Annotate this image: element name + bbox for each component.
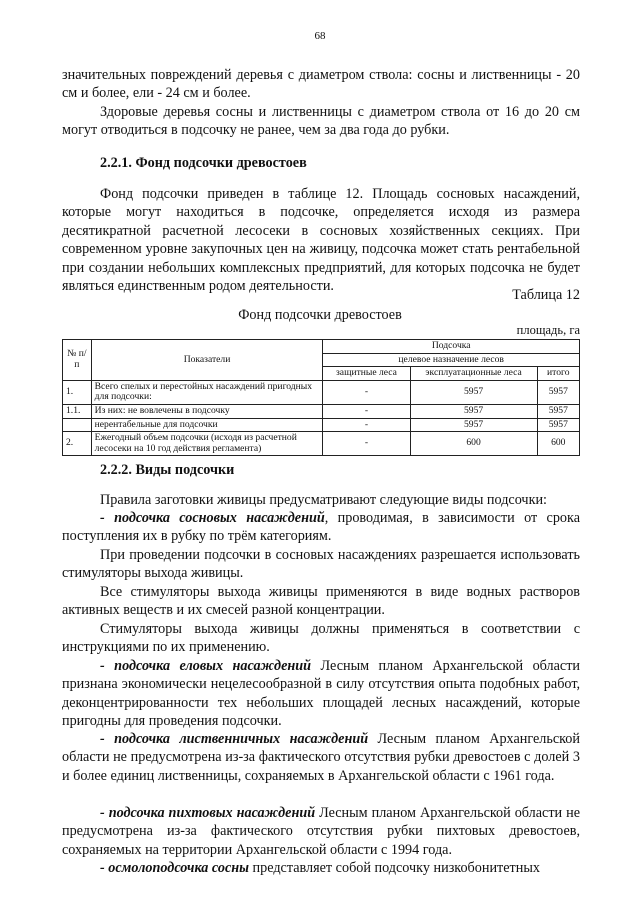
header-subgroup: целевое назначение лесов [323,353,580,367]
cell-indicator: нерентабельные для подсочки [91,418,323,432]
section-heading-fund: 2.2.1. Фонд подсочки древостоев [100,155,307,171]
cell-indicator: Ежегодный объем подсочки (исходя из расчетной лесосеки на 10 год действия регламента) [91,432,323,456]
cell-protective: - [323,432,410,456]
term-fir-tapping: - подсочка пихтовых насаждений [100,805,316,821]
paragraph-spruce-tapping [62,657,580,731]
table-row [63,380,580,404]
text-pine-tapping: , проводимая, в зависимости от срока поступления их в рубку по трём категориям. [62,510,581,545]
section-heading-types: 2.2.2. Виды подсочки [100,462,235,478]
paragraph-continued: значительных повреждений деревья с диаметром ствола: сосны и лиственницы - 20 см и более, ели - 24 см и более. [62,67,580,102]
term-pine-tapping: - подсочка сосновых насаждений [100,510,325,526]
table-row [63,418,580,432]
table-unit: площадь, га [516,323,580,337]
cell-no: 1.1. [63,404,92,418]
term-spruce-tapping: - подсочка еловых насаждений [100,658,312,674]
table-row [63,404,580,418]
paragraph-resin-tapping [62,859,580,877]
cell-total: 600 [537,432,579,456]
table-row [63,432,580,456]
page-number: 68 [314,30,326,42]
cell-protective: - [323,418,410,432]
paragraph-stimulators: При проведении подсочки в сосновых насаждениях разрешается использовать стимуляторы выхода живицы. [62,547,580,582]
cell-exploitation: 5957 [410,404,537,418]
header-indicators: Показатели [91,340,323,381]
cell-total: 5957 [537,404,579,418]
header-group: Подсочка [323,340,580,354]
header-exploitation: эксплуатационные леса [410,367,537,381]
paragraph-healthy-trees: Здоровые деревья сосны и лиственницы с диаметром ствола от 16 до 20 см могут отводиться в подсочку не ранее, чем за два года до рубки. [62,104,580,139]
cell-exploitation: 600 [410,432,537,456]
term-resin-tapping: - осмолоподсочка сосны [100,860,249,876]
cell-exploitation: 5957 [410,418,537,432]
paragraph-fund: Фонд подсочки приведен в таблице 12. Площадь сосновых насаждений, которые могут находиться в подсочке, определяется исходя из размера десятикратной расчетной лесосеки в сосновых хозяйственных секциях. При современном уровне закупочных цен на живицу, подсочка может стать рентабельной при создании небольших комплексных предприятий, для которых подсочка не будет являться единственным родом деятельности. [62,186,580,295]
table-label: Таблица 12 [512,287,580,303]
paragraph-instructions: Стимуляторы выхода живицы должны применяться в соответствии с инструкциями по их применению. [62,621,580,656]
text-spruce-tapping: Лесным планом Архангельской области признана экономически нецелесообразной в силу отсутствия опыта подобных работ, деконцентрированности тех небольших площадей лесных насаждений, которые пригодны для проведения подсочки. [62,658,581,730]
fund-table [62,339,580,456]
cell-protective: - [323,380,410,404]
cell-no: 2. [63,432,92,456]
cell-indicator: Из них: не вовлечены в подсочку [91,404,323,418]
cell-exploitation: 5957 [410,380,537,404]
text-fir-tapping: Лесным планом Архангельской области не предусмотрена из-за фактического отсутствия рубки пихтовых древостоев, сохраняемых на территории Архангельской области с 1994 года. [62,805,580,858]
text-resin-tapping: представляет собой подсочку низкобонитетных [248,860,540,876]
text-larch-tapping: Лесным планом Архангельской области не предусмотрена из-за фактического отсутствия рубки древостоев с долей 3 и более единиц лиственницы, сохраняемых в Архангельской области с 1961 года. [62,731,580,784]
paragraph-pine-tapping [62,509,580,546]
cell-total: 5957 [537,418,579,432]
header-no: № п/п [63,340,92,381]
header-protective: защитные леса [323,367,410,381]
cell-no: 1. [63,380,92,404]
cell-protective: - [323,404,410,418]
table-caption: Фонд подсочки древостоев [238,307,402,323]
paragraph-fir-tapping [62,804,580,859]
cell-total: 5957 [537,380,579,404]
cell-no [63,418,92,432]
paragraph-larch-tapping [62,730,580,785]
term-larch-tapping: - подсочка лиственничных насаждений [100,731,369,747]
paragraph-types-intro: Правила заготовки живицы предусматривают следующие виды подсочки: [100,492,547,508]
header-total: итого [537,367,579,381]
table-header-row [63,340,580,354]
paragraph-solutions: Все стимуляторы выхода живицы применяются в виде водных растворов активных веществ и их смесей разной концентрации. [62,584,580,619]
cell-indicator: Всего спелых и перестойных насаждений пригодных для подсочки: [91,380,323,404]
